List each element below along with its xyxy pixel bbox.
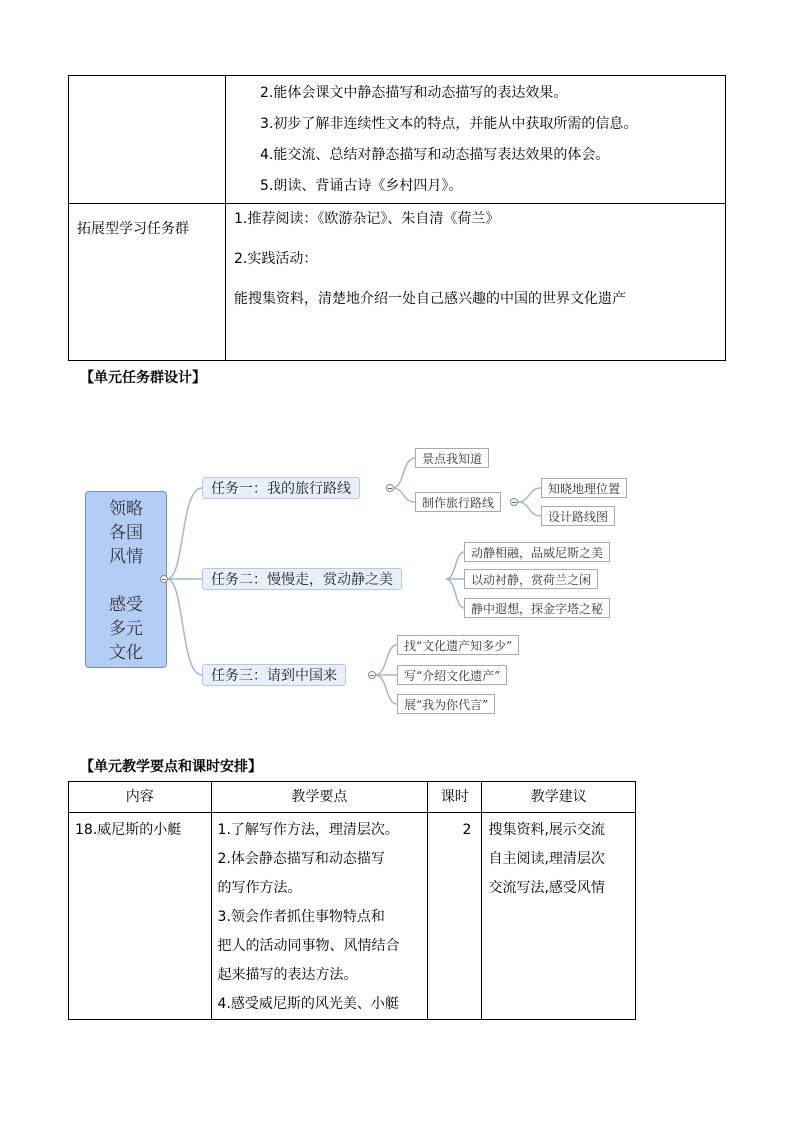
mindmap-root-node: 领略 各国 风情 感受 多元 文化: [85, 491, 167, 668]
objective-item: 4.能交流、总结对静态描写和动态描写表达效果的体会。: [260, 147, 610, 163]
lesson-content: 18.威尼斯的小艇: [69, 813, 212, 1020]
column-header: 教学建议: [482, 782, 636, 813]
objective-item: 5.朗读、背诵古诗《乡村四月》。: [260, 178, 463, 194]
task1-subleaf: 设计路线图: [541, 506, 615, 526]
collapse-icon[interactable]: [368, 671, 376, 679]
table-header-row: [69, 782, 636, 813]
task2-node: 任务二：慢慢走，赏动静之美: [202, 568, 402, 590]
column-header: 内容: [69, 782, 212, 813]
objective-item: 2.能体会课文中静态描写和动态描写的表达效果。: [260, 85, 568, 101]
task-group-label: 拓展型学习任务群: [69, 204, 226, 361]
lesson-suggestions: 搜集资料,展示交流 自主阅读,理清层次 交流写法,感受风情: [482, 813, 636, 1020]
objective-item: 3.初步了解非连续性文本的特点，并能从中获取所需的信息。: [260, 116, 638, 132]
task2-leaf: 动静相融，品威尼斯之美: [464, 542, 610, 562]
task2-leaf: 以动衬静，赏荷兰之闲: [464, 569, 598, 589]
task1-leaf: 制作旅行路线: [415, 492, 501, 512]
task3-leaf: 找“文化遗产知多少”: [397, 635, 519, 655]
task2-leaf: 静中遐想，探金字塔之秘: [464, 598, 610, 618]
task3-leaf: 写“介绍文化遗产”: [397, 665, 507, 685]
collapse-icon[interactable]: [510, 498, 518, 506]
extension-item: 能搜集资料，清楚地介绍一处自己感兴趣的中国的世界文化遗产: [234, 291, 626, 307]
column-header: 教学要点: [211, 782, 428, 813]
section-heading-teaching-points: 【单元教学要点和课时安排】: [80, 759, 262, 775]
task1-subleaf: 知晓地理位置: [541, 478, 627, 498]
extension-item: 1.推荐阅读：《欧游杂记》、朱自清《荷兰》: [234, 211, 500, 227]
section-heading-task-design: 【单元任务群设计】: [80, 370, 206, 386]
task3-leaf: 展“我为你代言”: [397, 694, 495, 714]
table-row: [69, 813, 636, 1020]
lesson-schedule-table: [68, 781, 636, 1020]
lesson-points: 1.了解写作方法，理清层次。 2.体会静态描写和动态描写 的写作方法。 3.领会作者抓住事物特点和 把人的活动同事物、风情结合 起来描写的表达方法。 4.感受威尼斯的风光美、小艇: [211, 813, 428, 1020]
lesson-hours: 2: [428, 813, 482, 1020]
collapse-icon[interactable]: [160, 575, 168, 583]
task1-node: 任务一：我的旅行路线: [202, 477, 360, 499]
collapse-icon[interactable]: [386, 484, 394, 492]
extension-item: 2.实践活动：: [234, 251, 318, 267]
column-header: 课时: [428, 782, 482, 813]
task1-leaf: 景点我知道: [415, 448, 489, 468]
task3-node: 任务三：请到中国来: [202, 664, 346, 686]
